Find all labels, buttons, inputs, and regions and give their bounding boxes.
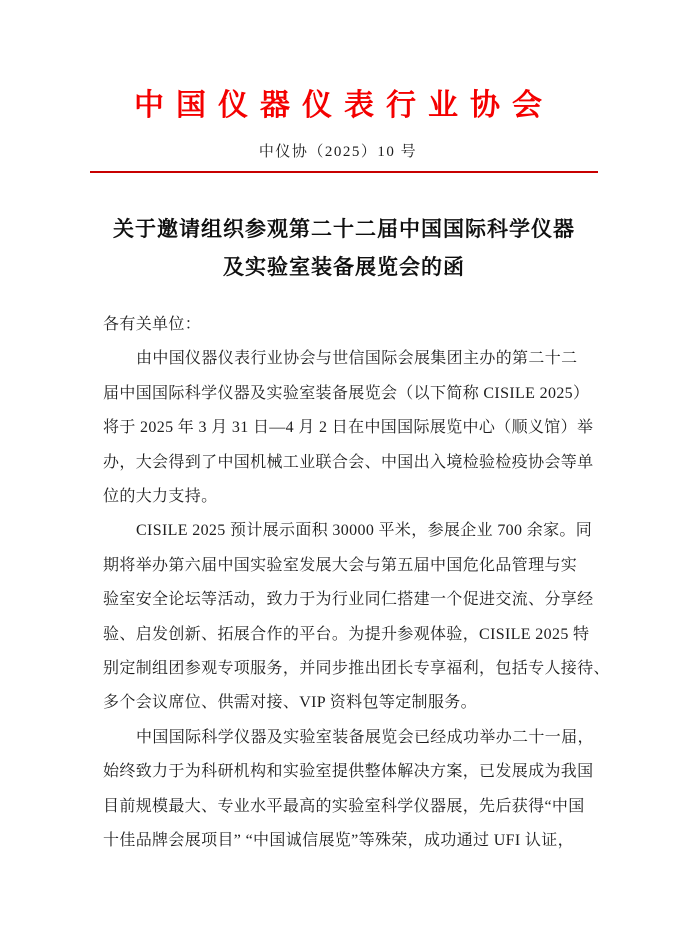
body-line: 多个会议席位、供需对接、VIP 资料包等定制服务。 bbox=[103, 694, 477, 712]
body-line: 别定制组团参观专项服务，并同步推出团长专享福利，包括专人接待、 bbox=[103, 660, 610, 678]
body-line: 目前规模最大、专业水平最高的实验室科学仪器展，先后获得“中国 bbox=[103, 797, 585, 815]
header-divider-rule bbox=[90, 171, 598, 173]
body-line: 始终致力于为科研机构和实验室提供整体解决方案，已发展成为我国 bbox=[103, 763, 594, 781]
body-line: 将于 2025 年 3 月 31 日—4 月 2 日在中国国际展览中心（顺义馆）举 bbox=[103, 419, 594, 437]
document-title-line1: 关于邀请组织参观第二十二届中国国际科学仪器 bbox=[113, 217, 575, 241]
body-line: 届中国国际科学仪器及实验室装备展览会（以下简称 CISILE 2025） bbox=[103, 384, 590, 402]
body-line: 中国国际科学仪器及实验室装备展览会已经成功举办二十一届， bbox=[136, 728, 594, 746]
body-line: 位的大力支持。 bbox=[103, 488, 218, 506]
body-line: 期将举办第六届中国实验室发展大会与第五届中国危化品管理与实 bbox=[103, 556, 578, 574]
body-line: CISILE 2025 预计展示面积 30000 平米，参展企业 700 余家。同 bbox=[136, 522, 593, 540]
body-line: 验、启发创新、拓展合作的平台。为提升参观体验，CISILE 2025 特 bbox=[103, 625, 590, 643]
document-title bbox=[90, 210, 598, 286]
org-name-masthead: 中国仪器仪表行业协会 bbox=[134, 89, 554, 122]
body-line: 由中国仪器仪表行业协会与世信国际会展集团主办的第二十二 bbox=[136, 350, 578, 368]
body-line: 十佳品牌会展项目” “中国诚信展览”等殊荣，成功通过 UFI 认证， bbox=[103, 832, 574, 850]
body-line: 验室安全论坛等活动，致力于为行业同仁搭建一个促进交流、分享经 bbox=[103, 591, 594, 609]
document-body bbox=[103, 308, 608, 859]
document-title-line2: 及实验室装备展览会的函 bbox=[223, 255, 465, 279]
body-line: 各有关单位： bbox=[103, 316, 202, 333]
doc-number: 中仪协（2025）10 号 bbox=[258, 144, 418, 160]
body-line: 办，大会得到了中国机械工业联合会、中国出入境检验检疫协会等单 bbox=[103, 453, 594, 471]
